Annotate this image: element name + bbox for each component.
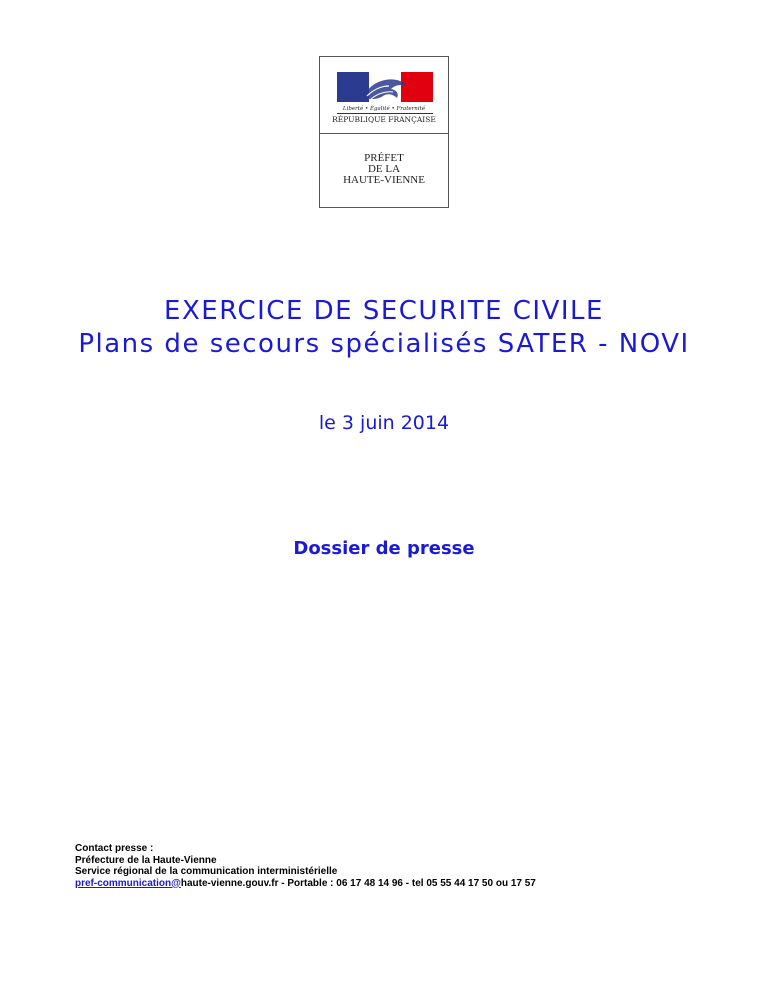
marianne-block: [320, 57, 448, 133]
press-contact: [75, 843, 536, 889]
contact-service: Service régional de la communication interministérielle: [75, 866, 338, 877]
document-subtitle: Dossier de presse: [293, 538, 475, 559]
document-title: [0, 295, 768, 361]
prefet-line: DE LA: [367, 163, 401, 175]
logo-divider: [320, 133, 448, 134]
contact-details: haute-vienne.gouv.fr - Portable : 06 17 48 14 96 - tel 05 55 44 17 50 ou 17 57: [180, 877, 536, 889]
prefet-label: [320, 153, 448, 186]
marianne-flag-icon: [337, 72, 433, 102]
prefet-line: PRÉFET: [364, 152, 404, 164]
event-date: le 3 juin 2014: [318, 412, 450, 434]
contact-organization: Préfecture de la Haute-Vienne: [75, 854, 217, 866]
republic-label: RÉPUBLIQUE FRANÇAISE: [332, 115, 436, 124]
title-line-2: Plans de secours spécialisés SATER - NOVI: [78, 329, 690, 359]
email-link[interactable]: pref-communication@: [75, 877, 181, 889]
prefecture-logo: [319, 56, 449, 208]
prefet-line: HAUTE-VIENNE: [343, 174, 425, 186]
logo-rule: [337, 113, 433, 114]
contact-heading: Contact presse :: [75, 843, 154, 854]
title-line-1: EXERCICE DE SECURITE CIVILE: [164, 296, 604, 326]
motto: Liberté • Égalité • Fraternité: [342, 106, 426, 112]
contact-details-line: [75, 878, 536, 890]
